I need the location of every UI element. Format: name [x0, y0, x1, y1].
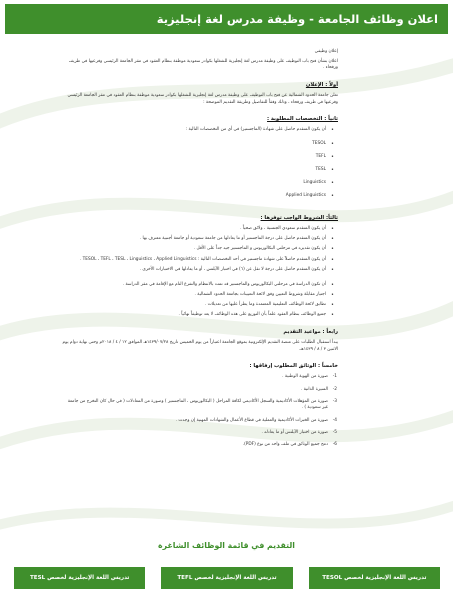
announcement-body — [62, 49, 338, 454]
apply-tesl-button[interactable]: تدريس اللغة الإنجليزية لخصص TESL — [14, 567, 145, 589]
apply-tesol-button[interactable]: تدريس اللغة الإنجليزية لخصص TESOL — [309, 567, 440, 589]
section-4-body: يبدأ استقبال الطلبات على منصة التقديم الإلكترونية بموقع الجامعة اعتباراً من يوم الخميس تاريخ ١٤٣٩/٠٧/٢٨هـ الموافق ١٢ / ٤ / ٢٠١٨م وحتى نهاية دوام يوم الاثنين ٣ / ٨ / ١٤٣٩هـ. — [62, 340, 338, 352]
document-item: صورة من اختبار الآيلتس أو ما يعادله . — [261, 429, 328, 435]
document-item: صورة من المؤهلات الأكاديمية والسجل الأكاديمي لكافة المراحل ( البكالوريوس ، الماجستير ) وصورة من المعادلات ( في حال كان التخرج من جامعة غير سعودية ) . — [67, 398, 328, 411]
requirement-item: • أن يكون تقديره في مرحلتي البكالوريوس و الماجستير جيد جداً على الأقل . — [62, 246, 326, 253]
document-item: دمج جميع الوثائق في ملف واحد من نوع (PDF). — [242, 441, 328, 447]
section-4-title: رابعاً : مواعيد التقديم — [283, 328, 338, 335]
apply-buttons — [14, 567, 440, 589]
requirement-item: • أن يكون المتقدم حاصلاً على شهادة ماجستير في أحد التخصصات التالية : TESOL ، TEFL ، TESL ، Linguistics ، Applied Linguistics . — [62, 257, 326, 264]
documents-list — [62, 374, 338, 448]
specialization-item: • Applied Linguistics — [62, 193, 326, 200]
requirement-item: • تطابق لائحة الوظائف التعليمية المعتمدة وما يطرأ عليها من تعديلات . — [62, 302, 326, 309]
greeting: إعلان وظيفي — [314, 49, 338, 54]
section-3-title: ثالثاً: الشروط الواجب توفرها : — [260, 214, 338, 221]
section-1-title: أولاً : الإعلان — [305, 81, 338, 88]
apply-tefl-button[interactable]: تدريس اللغة الإنجليزية لخصص TEFL — [161, 567, 292, 589]
document-item: السيرة الذاتية . — [300, 386, 328, 392]
requirements-list — [62, 226, 338, 319]
section-5-title: خامساً : الوثائق المطلوب إرفاقها : — [249, 363, 338, 370]
section-2-title: ثانياً : التخصصات المطلوبة : — [267, 116, 338, 123]
page-header — [5, 4, 448, 34]
requirement-item: • أن تكون الدراسة في مرحلتي البكالوريوس والماجستير قد تمت بالانتظام والتفرغ التام مع الإقامة في مقر الدراسة . — [62, 282, 326, 289]
section-1-body: تعلن جامعة الحدود الشمالية عن فتح باب التوظيف على وظيفة مدرس لغة إنجليزية للشغلها بكوادر سعودية موظفة بنظام العقود في مقر الجامعة الرئيسي وفرعيها في طريف ورفحاء ، وذلك وفقاً للتفاصيل وطريقة التقديم الموضحة : — [67, 93, 338, 105]
specialization-list — [62, 127, 338, 199]
intro-text: اعلان بشأن فتح باب التوظيف على وظيفة مدرس لغة إنجليزية للشغلها بكوادر سعودية موظفة بنظام العقود في مقر الجامعة الرئيسي وفرعيها في طريف ورفحاء . — [68, 58, 338, 71]
document-item: صورة من الخبرات الأكاديمية والعملية في قطاع الأعمال والشهادات المهنية إن وجدت . — [175, 417, 328, 423]
specialization-item: • TEFL — [62, 154, 326, 161]
specialization-lead: • أن يكون المتقدم حاصل على شهادة (الماجستير) في أي من التخصصات التالية : — [62, 127, 326, 134]
requirement-item: • أن يكون المتقدم حاصل على درجة الماجستير أو ما يعادلها من جامعة سعودية أو جامعة أجنبية معترف بها . — [62, 236, 326, 243]
page-title: اعلان وظائف الجامعة - وظيفة مدرس لغة إنجليزية — [156, 12, 438, 26]
requirement-item: • اجتياز مقابلة وشروط التعيين وفق لائحة التعيينات بجامعة الحدود الشمالية . — [62, 292, 326, 299]
document-item: صورة من الهوية الوطنية . — [282, 374, 328, 380]
vacancies-title: التقديم في قائمة الوظائف الشاغرة — [158, 541, 295, 550]
requirement-item: • أن يكون المتقدم حاصل على درجة لا تقل عن (٦) في اختبار الآيلتس ، أو ما يعادلها في الاختبارات الأخرى . — [62, 267, 326, 274]
specialization-item: • Linguistics — [62, 180, 326, 187]
requirement-item: • جميع الوظائف بنظام العقود علماً بأن التوزيع على هذه الوظائف لا يعد توظيفاً نهائياً . — [62, 312, 326, 319]
specialization-item: • TESL — [62, 167, 326, 174]
specialization-item: • TESOL — [62, 141, 326, 148]
requirement-item: • أن يكون المتقدم سعودي الجنسية ، ولائق صحياً . — [62, 226, 326, 233]
